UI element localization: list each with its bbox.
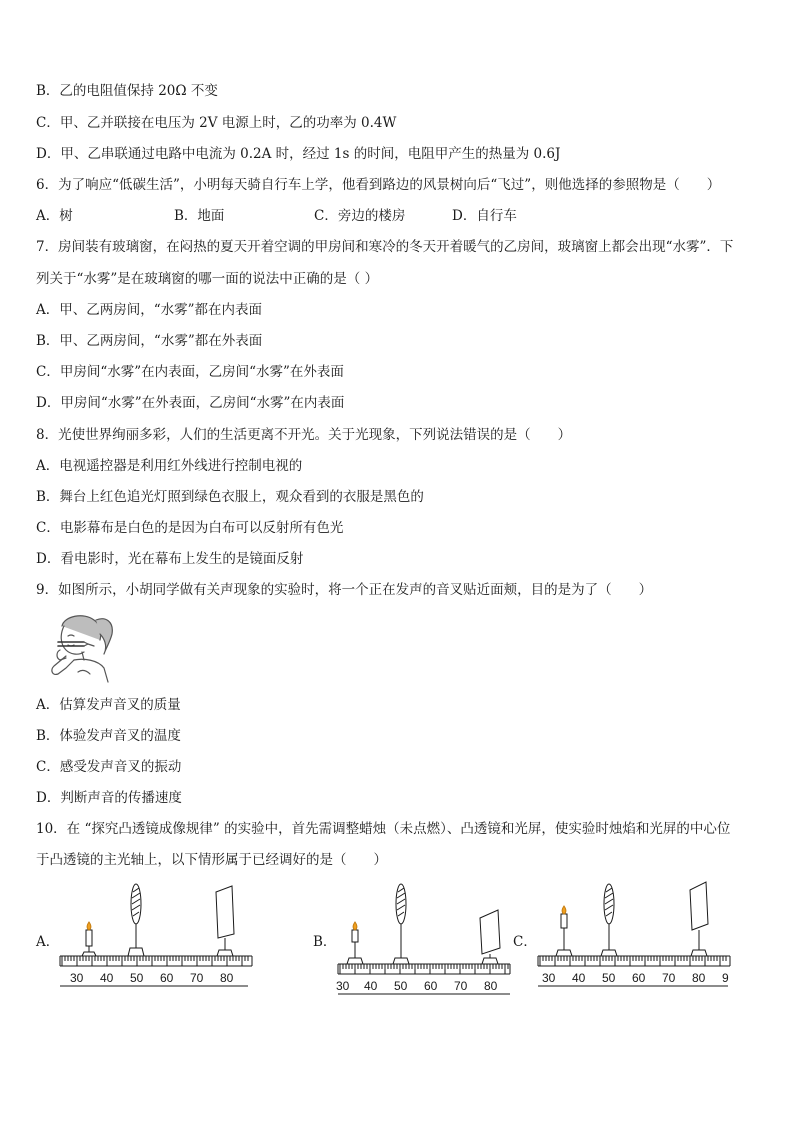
q8-option-c: C．电影幕布是白色的是因为白布可以反射所有色光 xyxy=(36,520,344,536)
q6-option-a: A．树 xyxy=(36,208,73,224)
q8-option-d: D．看电影时，光在幕布上发生的是镜面反射 xyxy=(36,551,304,567)
fig-b-tick-80: 80 xyxy=(484,979,498,993)
q10-stem-line1: 10．在 “探究凸透镜成像规律” 的实验中，首先需调整蜡烛（未点燃）、凸透镜和光屏，使实验时烛焰和光屏的中心位 xyxy=(36,821,731,837)
fig-a-label: A． xyxy=(36,934,60,950)
fig-b-tick-40: 40 xyxy=(364,979,378,993)
fig-c-tick-40: 40 xyxy=(572,971,586,985)
fig-b-tick-60: 60 xyxy=(424,979,438,993)
q6-stem: 6．为了响应“低碳生活”，小明每天骑自行车上学，他看到路边的风景树向后“飞过”，则他选择的参照物是（ ） xyxy=(36,177,721,193)
fig-a-tick-70: 70 xyxy=(190,971,204,985)
fig-a-tick-40: 40 xyxy=(100,971,114,985)
fig-a-tick-labels xyxy=(70,971,234,985)
q7-option-b: B．甲、乙两房间，“水雾”都在外表面 xyxy=(36,333,263,349)
q8-stem: 8．光使世界绚丽多彩，人们的生活更离不开光。关于光现象，下列说法错误的是（ ） xyxy=(36,427,572,443)
q7-stem-line2: 列关于“水雾”是在玻璃窗的哪一面的说法中正确的是（ ） xyxy=(36,271,379,287)
q7-stem-line1: 7．房间装有玻璃窗，在闷热的夏天开着空调的甲房间和寒冷的冬天开着暖气的乙房间，玻璃窗上都会出现“水雾”．下 xyxy=(36,239,734,255)
q8-option-b: B．舞台上红色追光灯照到绿色衣服上，观众看到的衣服是黑色的 xyxy=(36,489,424,505)
fig-a-tick-30: 30 xyxy=(70,971,84,985)
fig-b-tick-50: 50 xyxy=(394,979,408,993)
fig-c-tick-60: 60 xyxy=(632,971,646,985)
fig-a-tick-80: 80 xyxy=(220,971,234,985)
fig-c-tick-80: 80 xyxy=(692,971,706,985)
q8-option-a: A．电视遥控器是利用红外线进行控制电视的 xyxy=(36,458,303,474)
q9-option-d: D．判断声音的传播速度 xyxy=(36,790,182,806)
figure-b-optical-bench xyxy=(334,878,514,998)
fig-b-tick-30: 30 xyxy=(336,979,350,993)
fig-c-tick-50: 50 xyxy=(602,971,616,985)
fig-b-tick-labels xyxy=(336,979,498,993)
q7-option-c: C．甲房间“水雾”在内表面，乙房间“水雾”在外表面 xyxy=(36,364,344,380)
figure-c-optical-bench xyxy=(534,878,734,996)
fig-c-tick-70: 70 xyxy=(662,971,676,985)
q5-option-d: D．甲、乙串联通过电路中电流为 0.2A 时，经过 1s 的时间，电阻甲产生的热量为 0.6J xyxy=(36,146,561,162)
fig-a-tick-50: 50 xyxy=(130,971,144,985)
fig-a-tick-60: 60 xyxy=(160,971,174,985)
fig-c-tick-9: 9 xyxy=(722,971,729,985)
fig-b-label: B． xyxy=(313,934,337,950)
q5-option-b: B．乙的电阻值保持 20Ω 不变 xyxy=(36,83,218,99)
q6-option-b: B．地面 xyxy=(174,208,225,224)
fig-c-tick-labels xyxy=(542,971,729,985)
q9-option-a: A．估算发声音叉的质量 xyxy=(36,697,181,713)
q9-option-b: B．体验发声音叉的温度 xyxy=(36,728,181,744)
q7-option-d: D．甲房间“水雾”在外表面，乙房间“水雾”在内表面 xyxy=(36,395,345,411)
q9-stem: 9．如图所示，小胡同学做有关声现象的实验时，将一个正在发声的音叉贴近面颊，目的是为了（ ） xyxy=(36,582,653,598)
fig-c-label: C． xyxy=(513,934,537,950)
q10-stem-line2: 于凸透镜的主光轴上，以下情形属于已经调好的是（ ） xyxy=(36,852,387,868)
q7-option-a: A．甲、乙两房间，“水雾”都在内表面 xyxy=(36,302,263,318)
q6-option-d: D．自行车 xyxy=(452,208,517,224)
fig-c-tick-30: 30 xyxy=(542,971,556,985)
q6-option-c: C．旁边的楼房 xyxy=(314,208,406,224)
q9-option-c: C．感受发声音叉的振动 xyxy=(36,759,182,775)
figure-a-optical-bench xyxy=(58,878,254,994)
fig-b-tick-70: 70 xyxy=(454,979,468,993)
q5-option-c: C．甲、乙并联接在电压为 2V 电源上时，乙的功率为 0.4W xyxy=(36,115,397,131)
girl-tuning-fork-illustration xyxy=(44,612,124,684)
